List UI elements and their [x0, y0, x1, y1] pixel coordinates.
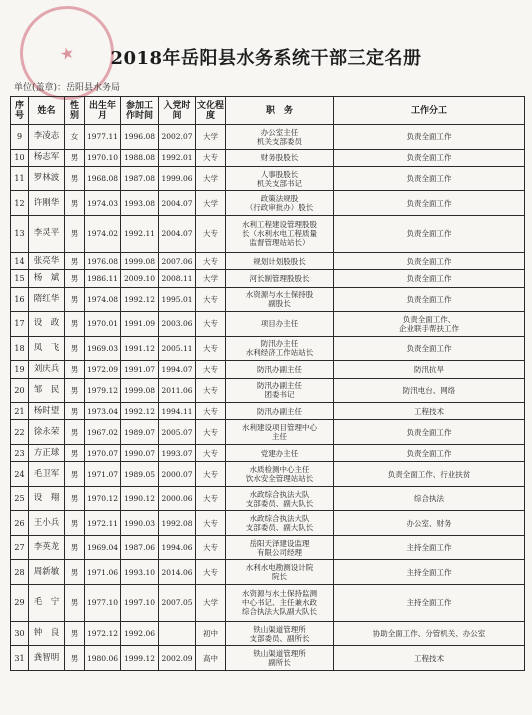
cell-party: 1992.01: [159, 149, 196, 166]
cell-birth: 1968.08: [85, 166, 121, 191]
cell-duty: 主持全面工作: [334, 560, 525, 585]
cell-sex: 男: [65, 336, 85, 361]
table-row: [11, 560, 525, 585]
cell-edu: 大专: [196, 403, 226, 420]
cell-sex: 女: [65, 125, 85, 150]
cell-post: 防汛办副主任: [226, 361, 334, 378]
cell-duty: 主持全面工作: [334, 584, 525, 621]
cell-name: 李灵平: [29, 215, 65, 252]
cell-duty: 负责全面工作: [334, 252, 525, 269]
cell-duty: 协助全面工作、分管机关、办公室: [334, 621, 525, 646]
cell-sex: 男: [65, 560, 85, 585]
cell-no: 21: [11, 403, 29, 420]
cell-duty: 防汛电台、网络: [334, 378, 525, 403]
table-row: [11, 270, 525, 287]
cell-party: 1994.06: [159, 535, 196, 560]
cell-no: 23: [11, 444, 29, 461]
cell-party: 2000.06: [159, 486, 196, 511]
cell-sex: 男: [65, 621, 85, 646]
cell-edu: 大专: [196, 378, 226, 403]
cell-sex: 男: [65, 191, 85, 216]
cell-edu: 大专: [196, 560, 226, 585]
cell-edu: 初中: [196, 621, 226, 646]
table-row: [11, 646, 525, 671]
cell-birth: 1970.07: [85, 444, 121, 461]
unit-label: 单位(盖章)：: [14, 83, 67, 93]
cell-edu: 大学: [196, 270, 226, 287]
cell-work: 1999.08: [121, 252, 159, 269]
cell-duty: 负责全面工作、行业扶贫: [334, 462, 525, 487]
cell-edu: 大专: [196, 287, 226, 312]
cell-no: 11: [11, 166, 29, 191]
cell-birth: 1969.03: [85, 336, 121, 361]
cell-duty: 防汛抗旱: [334, 361, 525, 378]
cell-name: 杨时望: [29, 403, 65, 420]
table-row: [11, 535, 525, 560]
cell-name: 许刚华: [29, 191, 65, 216]
cell-duty: 主持全面工作: [334, 535, 525, 560]
table-row: [11, 378, 525, 403]
cell-work: 1992.12: [121, 403, 159, 420]
cell-no: 29: [11, 584, 29, 621]
cell-party: [159, 621, 196, 646]
cell-birth: 1969.04: [85, 535, 121, 560]
cell-work: 1992.06: [121, 621, 159, 646]
cell-party: 2014.06: [159, 560, 196, 585]
table-row: [11, 403, 525, 420]
cell-no: 17: [11, 312, 29, 337]
cell-birth: 1980.06: [85, 646, 121, 671]
cell-no: 14: [11, 252, 29, 269]
cell-birth: 1970.10: [85, 149, 121, 166]
cell-sex: 男: [65, 166, 85, 191]
unit-name: 岳阳县水务局: [66, 83, 121, 93]
table-row: [11, 444, 525, 461]
cell-work: 2009.10: [121, 270, 159, 287]
header-edu: 文化程度: [196, 97, 226, 125]
cell-edu: 高中: [196, 646, 226, 671]
cell-duty: 负责全面工作: [334, 149, 525, 166]
cell-sex: 男: [65, 215, 85, 252]
cell-sex: 男: [65, 420, 85, 445]
cell-sex: 男: [65, 270, 85, 287]
cell-duty: 综合执法: [334, 486, 525, 511]
cell-sex: 男: [65, 535, 85, 560]
cell-no: 26: [11, 511, 29, 536]
cell-work: 1990.12: [121, 486, 159, 511]
cell-work: 1993.10: [121, 560, 159, 585]
seal-star-icon: ★: [57, 42, 77, 64]
cell-edu: 大学: [196, 584, 226, 621]
cell-work: 1991.07: [121, 361, 159, 378]
cell-name: 毛卫军: [29, 462, 65, 487]
cell-party: 2005.11: [159, 336, 196, 361]
header-no: 序号: [11, 97, 29, 125]
cell-edu: 大专: [196, 420, 226, 445]
table-row: [11, 420, 525, 445]
cell-post: 水政综合执法大队 支部委员、副大队长: [226, 511, 334, 536]
table-row: [11, 511, 525, 536]
cell-sex: 男: [65, 252, 85, 269]
cell-birth: 1979.12: [85, 378, 121, 403]
table-row: [11, 125, 525, 150]
cell-party: 2004.07: [159, 215, 196, 252]
cell-edu: 大专: [196, 511, 226, 536]
cell-party: 2008.11: [159, 270, 196, 287]
cell-name: 龚智明: [29, 646, 65, 671]
cell-work: 1987.08: [121, 166, 159, 191]
cell-work: 1996.08: [121, 125, 159, 150]
cell-duty: 负责全面工作: [334, 191, 525, 216]
cell-post: 办公室主任 机关支部委员: [226, 125, 334, 150]
cell-name: 隋红华: [29, 287, 65, 312]
cell-name: 方正球: [29, 444, 65, 461]
cell-birth: 1972.12: [85, 621, 121, 646]
cell-birth: 1974.08: [85, 287, 121, 312]
cell-sex: 男: [65, 462, 85, 487]
cell-duty: 工程技术: [334, 403, 525, 420]
cell-edu: 大专: [196, 252, 226, 269]
cell-sex: 男: [65, 287, 85, 312]
cell-party: 2000.07: [159, 462, 196, 487]
cell-no: 24: [11, 462, 29, 487]
cell-party: 1995.01: [159, 287, 196, 312]
cell-sex: 男: [65, 403, 85, 420]
cell-post: 水利工程建设管理股股 长（水利水电工程质量 监督管理站站长）: [226, 215, 334, 252]
header-birth: 出生年月: [85, 97, 121, 125]
cell-name: 徐永荣: [29, 420, 65, 445]
header-name: 姓名: [29, 97, 65, 125]
cell-name: 刘庆兵: [29, 361, 65, 378]
table-row: [11, 621, 525, 646]
cell-duty: 负责全面工作: [334, 166, 525, 191]
cell-name: 罗林波: [29, 166, 65, 191]
cell-duty: 负责全面工作: [334, 125, 525, 150]
cell-no: 19: [11, 361, 29, 378]
cell-sex: 男: [65, 312, 85, 337]
cell-post: 水利建设项目管理中心 主任: [226, 420, 334, 445]
cell-name: 王小兵: [29, 511, 65, 536]
cell-work: 1991.09: [121, 312, 159, 337]
cell-no: 28: [11, 560, 29, 585]
cell-party: 2007.05: [159, 584, 196, 621]
cell-work: 1987.06: [121, 535, 159, 560]
cell-name: 设 政: [29, 312, 65, 337]
cell-name: 凤 飞: [29, 336, 65, 361]
document-title: 2018年岳阳县水务系统干部三定名册: [110, 48, 422, 69]
cell-edu: 大学: [196, 125, 226, 150]
table-row: [11, 336, 525, 361]
table-row: [11, 312, 525, 337]
cell-duty: 负责全面工作: [334, 215, 525, 252]
cell-name: 李凌志: [29, 125, 65, 150]
header-sex: 性别: [65, 97, 85, 125]
cell-birth: 1970.01: [85, 312, 121, 337]
cell-no: 12: [11, 191, 29, 216]
cell-party: 1993.07: [159, 444, 196, 461]
cell-no: 9: [11, 125, 29, 150]
cell-birth: 1977.10: [85, 584, 121, 621]
cadre-table: [10, 96, 525, 671]
cell-no: 22: [11, 420, 29, 445]
cell-post: 财务股股长: [226, 149, 334, 166]
cell-birth: 1976.08: [85, 252, 121, 269]
cell-birth: 1974.03: [85, 191, 121, 216]
cell-name: 李英龙: [29, 535, 65, 560]
cell-no: 30: [11, 621, 29, 646]
cell-no: 18: [11, 336, 29, 361]
cell-duty: 负责全面工作: [334, 336, 525, 361]
cell-edu: 大学: [196, 166, 226, 191]
cell-edu: 大专: [196, 336, 226, 361]
cell-edu: 大专: [196, 361, 226, 378]
cell-name: 周新敏: [29, 560, 65, 585]
cell-edu: 大专: [196, 215, 226, 252]
cell-name: 设 翔: [29, 486, 65, 511]
cell-work: 1992.12: [121, 287, 159, 312]
unit-line: [14, 80, 120, 93]
cell-work: 1990.07: [121, 444, 159, 461]
cell-birth: 1971.07: [85, 462, 121, 487]
table-row: [11, 287, 525, 312]
cell-post: 防汛办副主任: [226, 403, 334, 420]
cell-sex: 男: [65, 646, 85, 671]
cell-no: 13: [11, 215, 29, 252]
table-row: [11, 462, 525, 487]
cell-no: 27: [11, 535, 29, 560]
cell-party: 2002.09: [159, 646, 196, 671]
table-row: [11, 584, 525, 621]
cell-sex: 男: [65, 444, 85, 461]
cell-name: 张亮华: [29, 252, 65, 269]
cell-party: 1994.11: [159, 403, 196, 420]
cell-post: 水利水电勘测设计院 院长: [226, 560, 334, 585]
cell-work: 1997.10: [121, 584, 159, 621]
cell-duty: 工程技术: [334, 646, 525, 671]
cell-birth: 1972.11: [85, 511, 121, 536]
cell-name: 杨 斌: [29, 270, 65, 287]
table-row: [11, 166, 525, 191]
cell-work: 1993.08: [121, 191, 159, 216]
cell-work: 1989.07: [121, 420, 159, 445]
cell-work: 1991.12: [121, 336, 159, 361]
cell-post: 人事股股长 机关支部书记: [226, 166, 334, 191]
cell-birth: 1973.04: [85, 403, 121, 420]
cell-party: 2004.07: [159, 191, 196, 216]
cell-duty: 负责全面工作: [334, 287, 525, 312]
cell-party: 2007.06: [159, 252, 196, 269]
cell-party: 2003.06: [159, 312, 196, 337]
header-duty: 工作分工: [334, 97, 525, 125]
table-row: [11, 361, 525, 378]
cell-post: 规划计划股股长: [226, 252, 334, 269]
header-work: 参加工作时间: [121, 97, 159, 125]
cell-work: 1989.05: [121, 462, 159, 487]
cell-post: 岳阳天泽建设监理 有限公司经理: [226, 535, 334, 560]
cell-duty: 负责全面工作: [334, 420, 525, 445]
cell-post: 水资源与水土保持股 副股长: [226, 287, 334, 312]
cell-party: 1999.06: [159, 166, 196, 191]
cell-birth: 1977.11: [85, 125, 121, 150]
cell-sex: 男: [65, 378, 85, 403]
table-row: [11, 191, 525, 216]
cell-birth: 1972.09: [85, 361, 121, 378]
cell-party: 2011.06: [159, 378, 196, 403]
cell-name: 邹 民: [29, 378, 65, 403]
header-post: 职 务: [226, 97, 334, 125]
cell-duty: 负责全面工作、 企业联手帮扶工作: [334, 312, 525, 337]
header-party: 入党时间: [159, 97, 196, 125]
table-row: [11, 215, 525, 252]
cell-post: 水政综合执法大队 支部委员、副大队长: [226, 486, 334, 511]
table-row: [11, 252, 525, 269]
table-row: [11, 149, 525, 166]
cell-name: 杨志军: [29, 149, 65, 166]
cell-sex: 男: [65, 584, 85, 621]
cell-party: 2002.07: [159, 125, 196, 150]
cell-name: 毛 宁: [29, 584, 65, 621]
table-header-row: [11, 97, 525, 125]
cell-post: 防汛办主任 水利经济工作站站长: [226, 336, 334, 361]
cell-work: 1990.03: [121, 511, 159, 536]
cell-post: 项目办主任: [226, 312, 334, 337]
cell-birth: 1967.02: [85, 420, 121, 445]
cell-sex: 男: [65, 149, 85, 166]
cell-edu: 大专: [196, 444, 226, 461]
cell-duty: 负责全面工作: [334, 444, 525, 461]
cell-edu: 大专: [196, 486, 226, 511]
cell-no: 10: [11, 149, 29, 166]
cell-birth: 1971.06: [85, 560, 121, 585]
cell-edu: 大专: [196, 312, 226, 337]
cell-edu: 大专: [196, 149, 226, 166]
cell-party: 2005.07: [159, 420, 196, 445]
cell-sex: 男: [65, 361, 85, 378]
cell-post: 铁山渠道管理所 支部委员、副所长: [226, 621, 334, 646]
cell-no: 25: [11, 486, 29, 511]
table-row: [11, 486, 525, 511]
cell-party: 1994.07: [159, 361, 196, 378]
cell-duty: 办公室、财务: [334, 511, 525, 536]
cell-post: 铁山渠道管理所 副所长: [226, 646, 334, 671]
cell-sex: 男: [65, 511, 85, 536]
cell-work: 1999.12: [121, 646, 159, 671]
cell-duty: 负责全面工作: [334, 270, 525, 287]
cell-birth: 1974.02: [85, 215, 121, 252]
cell-party: 1992.08: [159, 511, 196, 536]
cell-post: 政策法规股 （行政审批办）股长: [226, 191, 334, 216]
cell-birth: 1970.12: [85, 486, 121, 511]
cell-sex: 男: [65, 486, 85, 511]
cell-no: 20: [11, 378, 29, 403]
cell-post: 河长制管理股股长: [226, 270, 334, 287]
cell-no: 16: [11, 287, 29, 312]
cell-work: 1999.08: [121, 378, 159, 403]
cell-work: 1992.11: [121, 215, 159, 252]
cell-name: 钟 良: [29, 621, 65, 646]
cell-post: 党建办主任: [226, 444, 334, 461]
cell-post: 水质检测中心主任 饮水安全管理站站长: [226, 462, 334, 487]
cell-post: 防汛办副主任 团委书记: [226, 378, 334, 403]
cell-work: 1988.08: [121, 149, 159, 166]
cell-no: 31: [11, 646, 29, 671]
cell-edu: 大学: [196, 191, 226, 216]
cell-birth: 1986.11: [85, 270, 121, 287]
cell-post: 水资源与水土保持监测 中心书记、主任兼水政 综合执法大队副大队长: [226, 584, 334, 621]
cell-edu: 大专: [196, 462, 226, 487]
cell-edu: 大专: [196, 535, 226, 560]
cell-no: 15: [11, 270, 29, 287]
